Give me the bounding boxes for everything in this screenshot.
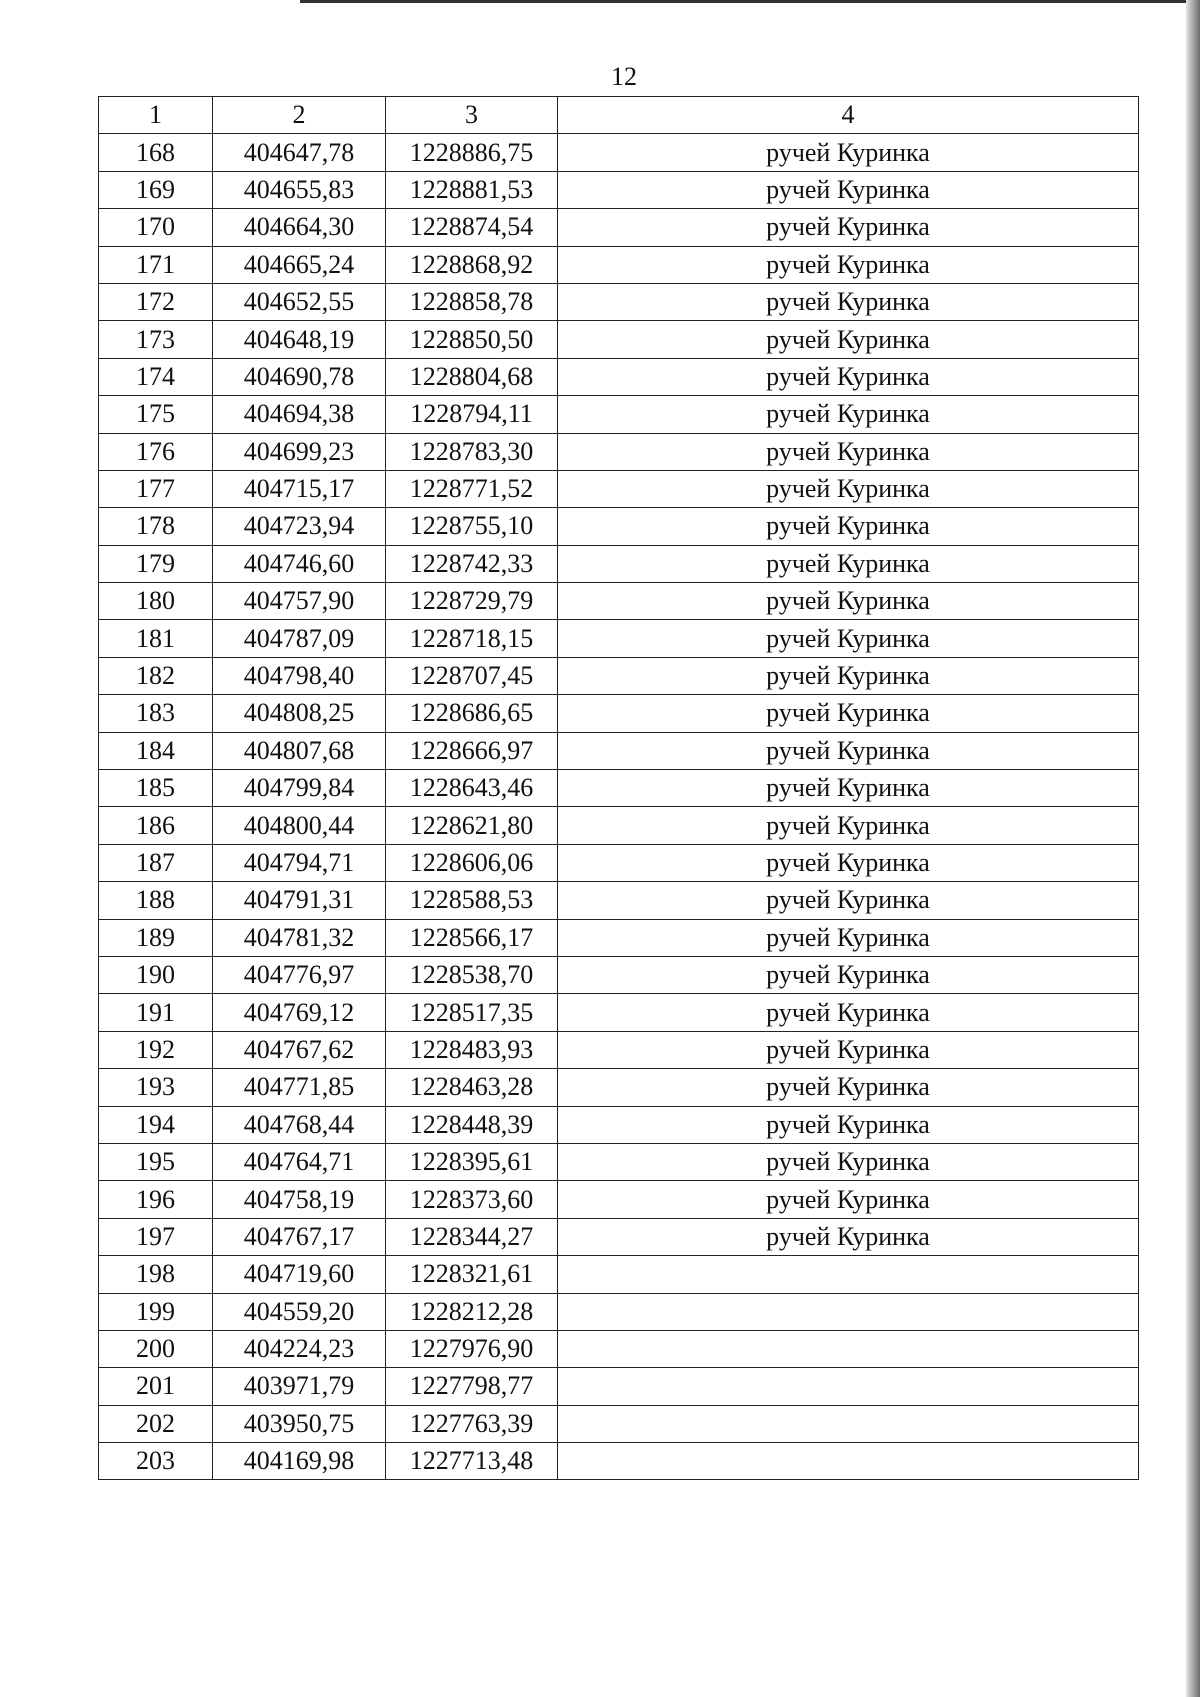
x-coordinate-cell: 404808,25 [213,695,386,732]
y-coordinate-cell: 1228804,68 [386,358,558,395]
x-coordinate-cell: 404665,24 [213,246,386,283]
y-coordinate-cell: 1228643,46 [386,770,558,807]
x-coordinate-cell: 404764,71 [213,1143,386,1180]
y-coordinate-cell: 1228686,65 [386,695,558,732]
y-coordinate-cell: 1228874,54 [386,209,558,246]
column-header-1: 1 [99,97,213,134]
table-row [99,321,1139,358]
table-row [99,396,1139,433]
description-cell: ручей Куринка [558,508,1139,545]
y-coordinate-cell: 1228321,61 [386,1256,558,1293]
x-coordinate-cell: 404723,94 [213,508,386,545]
y-coordinate-cell: 1228373,60 [386,1181,558,1218]
x-coordinate-cell: 404771,85 [213,1069,386,1106]
x-coordinate-cell: 404746,60 [213,545,386,582]
description-cell: ручей Куринка [558,470,1139,507]
y-coordinate-cell: 1228212,28 [386,1293,558,1330]
point-number-cell: 192 [99,1031,213,1068]
page-number: 12 [611,62,637,91]
point-number-cell: 183 [99,695,213,732]
point-number-cell: 170 [99,209,213,246]
y-coordinate-cell: 1228794,11 [386,396,558,433]
table-row [99,695,1139,732]
description-cell: ручей Куринка [558,1106,1139,1143]
point-number-cell: 181 [99,620,213,657]
y-coordinate-cell: 1228483,93 [386,1031,558,1068]
point-number-cell: 184 [99,732,213,769]
x-coordinate-cell: 404757,90 [213,583,386,620]
description-cell: ручей Куринка [558,770,1139,807]
point-number-cell: 190 [99,956,213,993]
table-row [99,1069,1139,1106]
table-row [99,209,1139,246]
table-row [99,508,1139,545]
x-coordinate-cell: 404719,60 [213,1256,386,1293]
description-cell: ручей Куринка [558,807,1139,844]
x-coordinate-cell: 404648,19 [213,321,386,358]
table-row [99,1218,1139,1255]
table-row [99,807,1139,844]
description-cell: ручей Куринка [558,396,1139,433]
y-coordinate-cell: 1228718,15 [386,620,558,657]
point-number-cell: 169 [99,171,213,208]
x-coordinate-cell: 404791,31 [213,882,386,919]
x-coordinate-cell: 403971,79 [213,1368,386,1405]
table-row [99,1106,1139,1143]
scan-top-border [300,0,1200,3]
point-number-cell: 187 [99,844,213,881]
table-row [99,134,1139,171]
table-row [99,1405,1139,1442]
table-row [99,358,1139,395]
description-cell: ручей Куринка [558,956,1139,993]
description-cell: ручей Куринка [558,134,1139,171]
x-coordinate-cell: 404690,78 [213,358,386,395]
y-coordinate-cell: 1228771,52 [386,470,558,507]
table-row [99,1181,1139,1218]
description-cell: ручей Куринка [558,246,1139,283]
y-coordinate-cell: 1228881,53 [386,171,558,208]
table-row [99,620,1139,657]
x-coordinate-cell: 404559,20 [213,1293,386,1330]
table-row [99,919,1139,956]
y-coordinate-cell: 1228463,28 [386,1069,558,1106]
x-coordinate-cell: 404652,55 [213,283,386,320]
y-coordinate-cell: 1228566,17 [386,919,558,956]
table-row [99,545,1139,582]
point-number-cell: 203 [99,1443,213,1480]
description-cell [558,1330,1139,1367]
table-row [99,246,1139,283]
column-header-3: 3 [386,97,558,134]
point-number-cell: 189 [99,919,213,956]
x-coordinate-cell: 404799,84 [213,770,386,807]
table-row [99,770,1139,807]
y-coordinate-cell: 1228517,35 [386,994,558,1031]
x-coordinate-cell: 404758,19 [213,1181,386,1218]
x-coordinate-cell: 404768,44 [213,1106,386,1143]
y-coordinate-cell: 1228621,80 [386,807,558,844]
description-cell: ручей Куринка [558,171,1139,208]
y-coordinate-cell: 1228868,92 [386,246,558,283]
y-coordinate-cell: 1228742,33 [386,545,558,582]
table-row [99,844,1139,881]
point-number-cell: 201 [99,1368,213,1405]
y-coordinate-cell: 1227713,48 [386,1443,558,1480]
description-cell [558,1368,1139,1405]
point-number-cell: 172 [99,283,213,320]
x-coordinate-cell: 404664,30 [213,209,386,246]
point-number-cell: 188 [99,882,213,919]
y-coordinate-cell: 1228588,53 [386,882,558,919]
y-coordinate-cell: 1227763,39 [386,1405,558,1442]
description-cell: ручей Куринка [558,844,1139,881]
x-coordinate-cell: 404715,17 [213,470,386,507]
x-coordinate-cell: 404647,78 [213,134,386,171]
point-number-cell: 180 [99,583,213,620]
y-coordinate-cell: 1227976,90 [386,1330,558,1367]
description-cell: ручей Куринка [558,695,1139,732]
description-cell: ручей Куринка [558,1069,1139,1106]
y-coordinate-cell: 1228538,70 [386,956,558,993]
y-coordinate-cell: 1228729,79 [386,583,558,620]
point-number-cell: 185 [99,770,213,807]
point-number-cell: 197 [99,1218,213,1255]
table-row [99,470,1139,507]
column-header-4: 4 [558,97,1139,134]
y-coordinate-cell: 1228886,75 [386,134,558,171]
table-row [99,657,1139,694]
point-number-cell: 198 [99,1256,213,1293]
description-cell [558,1405,1139,1442]
description-cell: ручей Куринка [558,358,1139,395]
description-cell: ручей Куринка [558,433,1139,470]
x-coordinate-cell: 404776,97 [213,956,386,993]
table-row [99,732,1139,769]
y-coordinate-cell: 1228783,30 [386,433,558,470]
table-row [99,1031,1139,1068]
description-cell: ручей Куринка [558,545,1139,582]
description-cell: ручей Куринка [558,1218,1139,1255]
description-cell: ручей Куринка [558,732,1139,769]
x-coordinate-cell: 404655,83 [213,171,386,208]
x-coordinate-cell: 404798,40 [213,657,386,694]
point-number-cell: 178 [99,508,213,545]
description-cell: ручей Куринка [558,657,1139,694]
point-number-cell: 202 [99,1405,213,1442]
table-row [99,956,1139,993]
table-row [99,1443,1139,1480]
table-row [99,1293,1139,1330]
point-number-cell: 179 [99,545,213,582]
point-number-cell: 191 [99,994,213,1031]
description-cell: ручей Куринка [558,1031,1139,1068]
table-row [99,994,1139,1031]
y-coordinate-cell: 1228395,61 [386,1143,558,1180]
y-coordinate-cell: 1228448,39 [386,1106,558,1143]
point-number-cell: 182 [99,657,213,694]
y-coordinate-cell: 1228850,50 [386,321,558,358]
description-cell: ручей Куринка [558,283,1139,320]
point-number-cell: 195 [99,1143,213,1180]
x-coordinate-cell: 404807,68 [213,732,386,769]
y-coordinate-cell: 1228606,06 [386,844,558,881]
description-cell: ручей Куринка [558,1143,1139,1180]
table-row [99,1256,1139,1293]
y-coordinate-cell: 1227798,77 [386,1368,558,1405]
description-cell: ручей Куринка [558,583,1139,620]
point-number-cell: 186 [99,807,213,844]
description-cell [558,1293,1139,1330]
description-cell [558,1256,1139,1293]
column-header-2: 2 [213,97,386,134]
description-cell: ручей Куринка [558,620,1139,657]
x-coordinate-cell: 404699,23 [213,433,386,470]
x-coordinate-cell: 404794,71 [213,844,386,881]
table-row [99,433,1139,470]
point-number-cell: 177 [99,470,213,507]
x-coordinate-cell: 404769,12 [213,994,386,1031]
table-row [99,1368,1139,1405]
y-coordinate-cell: 1228755,10 [386,508,558,545]
x-coordinate-cell: 404224,23 [213,1330,386,1367]
table-row [99,583,1139,620]
point-number-cell: 194 [99,1106,213,1143]
point-number-cell: 193 [99,1069,213,1106]
table-row [99,283,1139,320]
description-cell: ручей Куринка [558,209,1139,246]
x-coordinate-cell: 404800,44 [213,807,386,844]
point-number-cell: 176 [99,433,213,470]
x-coordinate-cell: 404781,32 [213,919,386,956]
x-coordinate-cell: 404767,62 [213,1031,386,1068]
point-number-cell: 200 [99,1330,213,1367]
point-number-cell: 173 [99,321,213,358]
point-number-cell: 174 [99,358,213,395]
table-body [99,134,1139,1480]
y-coordinate-cell: 1228707,45 [386,657,558,694]
x-coordinate-cell: 404767,17 [213,1218,386,1255]
y-coordinate-cell: 1228344,27 [386,1218,558,1255]
table-row [99,1330,1139,1367]
description-cell: ручей Куринка [558,882,1139,919]
table-row [99,171,1139,208]
point-number-cell: 196 [99,1181,213,1218]
table-header-row [99,97,1139,134]
description-cell: ручей Куринка [558,994,1139,1031]
coordinates-table [98,96,1139,1480]
point-number-cell: 175 [99,396,213,433]
scan-right-edge [1186,0,1200,1697]
description-cell: ручей Куринка [558,919,1139,956]
x-coordinate-cell: 403950,75 [213,1405,386,1442]
point-number-cell: 168 [99,134,213,171]
point-number-cell: 199 [99,1293,213,1330]
x-coordinate-cell: 404787,09 [213,620,386,657]
x-coordinate-cell: 404169,98 [213,1443,386,1480]
x-coordinate-cell: 404694,38 [213,396,386,433]
y-coordinate-cell: 1228666,97 [386,732,558,769]
point-number-cell: 171 [99,246,213,283]
description-cell: ручей Куринка [558,321,1139,358]
description-cell: ручей Куринка [558,1181,1139,1218]
table-row [99,1143,1139,1180]
description-cell [558,1443,1139,1480]
y-coordinate-cell: 1228858,78 [386,283,558,320]
table-row [99,882,1139,919]
